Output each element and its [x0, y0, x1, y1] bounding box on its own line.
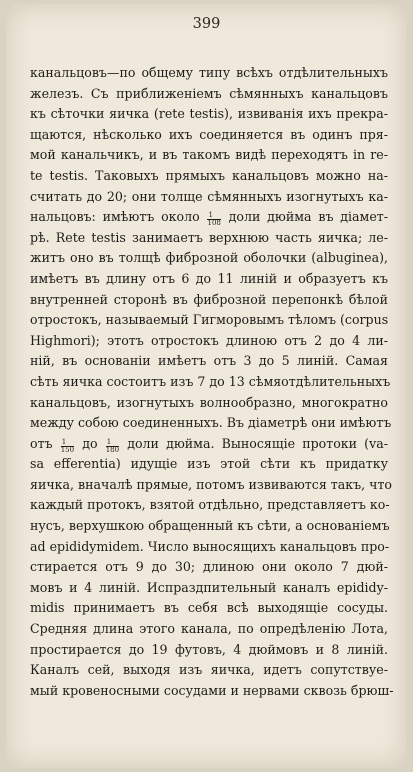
text-line: имѣетъ въ длину отъ 6 до 11 линій и образуетъ къ — [30, 270, 388, 286]
text-line: sa efferentia) идущіе изъ этой сѣти къ придатку — [30, 456, 388, 472]
text-line: простирается до 19 футовъ, 4 дюймовъ и 8 линій. — [30, 641, 388, 657]
text-line: каждый протокъ, взятой отдѣльно, представляетъ ко- — [30, 497, 390, 513]
text-line: Каналъ сей, выходя изъ яичка, идетъ сопутствуе- — [30, 662, 388, 678]
text-line: канальцовъ—по общему типу всѣхъ отдѣлительныхъ — [30, 65, 388, 80]
text-line: ній, въ основаніи имѣетъ отъ 3 до 5 линій. Самая — [30, 353, 388, 369]
text-line: яичка, вначалѣ прямые, потомъ извиваются такъ, что — [30, 476, 393, 492]
fraction-numerator: 1 — [207, 212, 220, 220]
text-line: te testis. Таковыхъ прямыхъ канальцовъ можно на- — [30, 167, 388, 183]
body-text — [30, 63, 394, 701]
text-line: мовъ и 4 линій. Испраздпительный каналъ epididy- — [30, 579, 388, 595]
page-number: 399 — [192, 16, 221, 32]
text-line: мой канальчикъ, и въ такомъ видѣ переходятъ in re- — [30, 147, 388, 163]
text-line: Средняя длина этого канала, по опредѣленію Лота, — [30, 621, 388, 637]
text-line: считать до 20; они толще сѣмянныхъ изогнутыхъ ка- — [30, 188, 388, 204]
book-page — [6, 4, 407, 768]
fraction — [106, 439, 119, 454]
text-line: Highmori); этотъ отростокъ длиною отъ 2 до 4 ли- — [30, 332, 388, 348]
text-line: житъ оно въ толщѣ фиброзной оболочки (albuginea), — [30, 250, 388, 266]
text-line: железъ. Съ приближеніемъ сѣмянныхъ канальцовъ — [30, 85, 388, 101]
text-line: стирается отъ 9 до 30; длиною они около 7 дюй- — [30, 559, 388, 575]
fraction-denominator: 108 — [207, 219, 221, 228]
text-line: внутренней сторонѣ въ фиброзной перепонкѣ бѣлой — [30, 291, 388, 307]
text-line: отъ $\frac{1}{150}$ до $\frac{1}{180}$ доли дюйма. Выносящіе протоки (va- — [30, 435, 388, 454]
text-line: канальцовъ, изогнутыхъ волнообразно, многократно — [30, 394, 388, 410]
text-line: отростокъ, называемый Гигморовымъ тѣломъ (corpus — [30, 312, 389, 328]
text-line: мый кровеносными сосудами и нервами сквозь брюш- — [30, 682, 394, 698]
text-line: рѣ. Rete testis занимаетъ верхнюю часть яичка; ле- — [30, 229, 388, 245]
fraction — [61, 439, 74, 454]
text-line: между собою соединенныхъ. Въ діаметрѣ они имѣютъ — [30, 415, 392, 431]
text-line: midis принимаетъ въ себя всѣ выходящіе сосуды. — [30, 600, 388, 616]
text-line: щаются, нѣсколько ихъ соединяется въ одинъ пря- — [30, 126, 388, 142]
fraction-denominator: 180 — [105, 445, 120, 454]
fraction-denominator: 150 — [60, 445, 75, 454]
fraction-numerator: 1 — [61, 439, 74, 447]
text-line: къ сѣточки яичка (rete testis), извиванія ихъ прекра- — [30, 106, 388, 122]
text-line: нальцовъ: имѣютъ около $\frac{1}{108}$ доли дюйма въ діамет- — [30, 209, 388, 228]
text-line: нусъ, верхушкою обращенный къ сѣти, а основаніемъ — [30, 518, 390, 534]
text-line: сѣть яичка состоитъ изъ 7 до 13 сѣмяотдѣлительныхъ — [30, 373, 391, 389]
fraction — [207, 212, 220, 227]
fraction-numerator: 1 — [106, 439, 119, 447]
text-line: ad epididymidem. Число выносящихъ канальцовъ про- — [30, 538, 390, 554]
